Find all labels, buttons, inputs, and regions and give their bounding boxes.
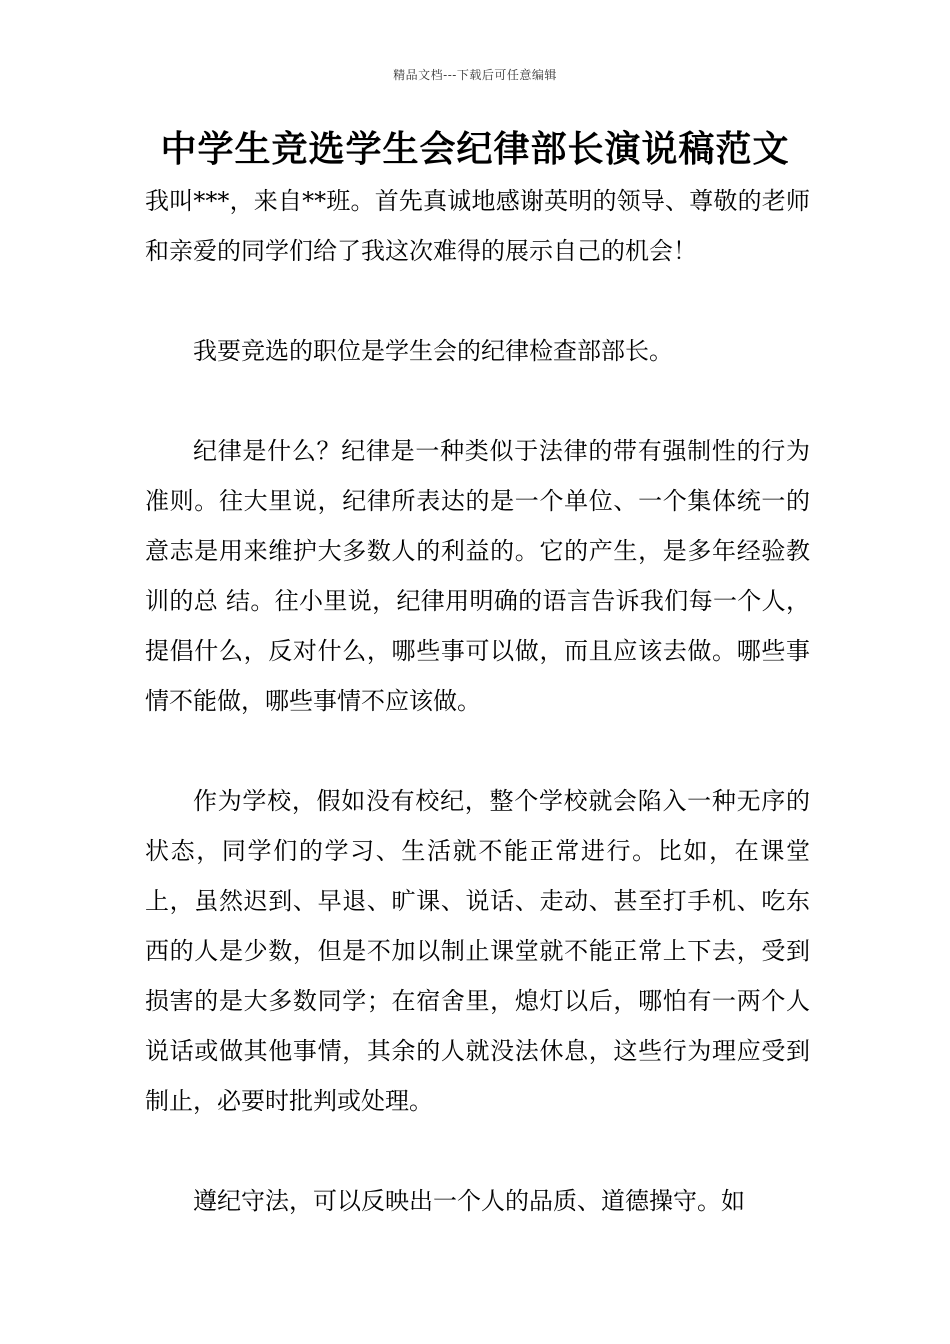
document-body (145, 176, 810, 1226)
paragraph-gap (145, 1126, 810, 1176)
paragraph-gap (145, 726, 810, 776)
paragraph-discipline-definition: 纪律是什么？纪律是一种类似于法律的带有强制性的行为准则。往大里说，纪律所表达的是一个单位、一个集体统一的意志是用来维护大多数人的利益的。它的产生，是多年经验教训的总 结。往小里说，纪律用明确的语言告诉我们每一个人，提倡什么，反对什么，哪些事可以做，而且应该去做。哪些事情不能做，哪些事情不应该做。 (145, 437, 810, 715)
header-watermark: 精品文档---下载后可任意编辑 (393, 68, 557, 82)
paragraph-intro: 我叫***，来自**班。首先真诚地感谢英明的领导、尊敬的老师和亲爱的同学们给了我这次难得的展示自己的机会！ (145, 187, 810, 265)
paragraph-law-abiding: 遵纪守法，可以反映出一个人的品质、道德操守。如 (193, 1187, 745, 1215)
paragraph-position: 我要竞选的职位是学生会的纪律检查部部长。 (193, 337, 673, 365)
paragraph-gap (145, 276, 810, 326)
document-title: 中学生竞选学生会纪律部长演说稿范文 (160, 129, 790, 170)
paragraph-gap (145, 376, 810, 426)
paragraph-school-discipline: 作为学校，假如没有校纪，整个学校就会陷入一种无序的状态，同学们的学习、生活就不能正常进行。比如，在课堂上，虽然迟到、早退、旷课、说话、走动、甚至打手机、吃东西的人是少数，但是不加以制止课堂就不能正常上下去，受到损害的是大多数同学；在宿舍里，熄灯以后，哪怕有一两个人说话或做其他事情，其余的人就没法休息，这些行为理应受到制止，必要时批判或处理。 (145, 787, 810, 1115)
